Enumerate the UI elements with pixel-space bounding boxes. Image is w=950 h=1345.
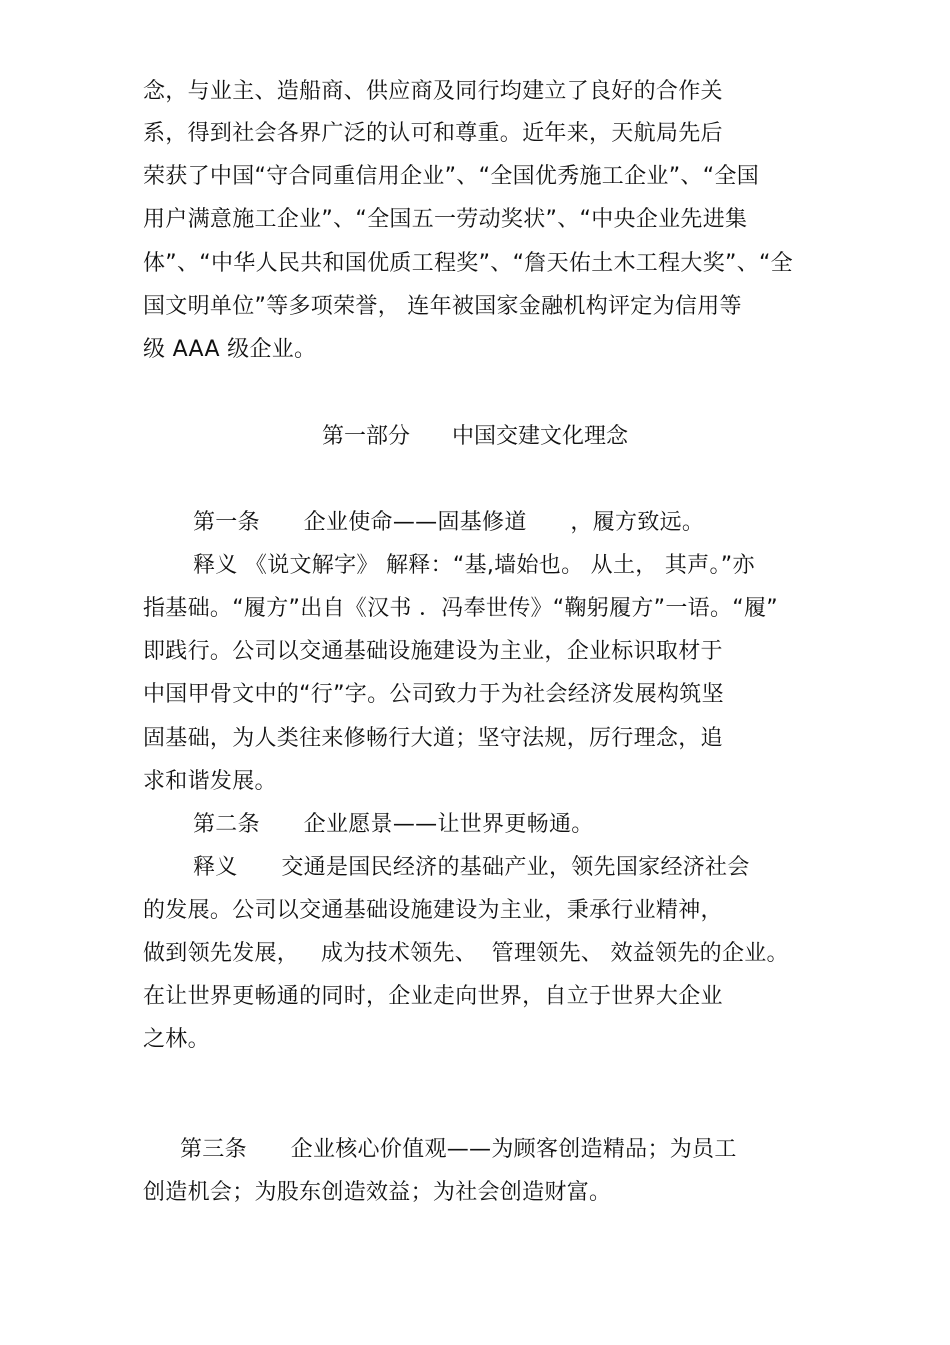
article-1-explanation-line: 释义 《说文解字》 解释：“基,墙始也。 从土， 其声。”亦 — [193, 553, 755, 578]
article-2-explanation-line: 在让世界更畅通的同时，企业走向世界，自立于世界大企业 — [143, 984, 723, 1009]
article-2-explanation-line: 的发展。公司以交通基础设施建设为主业，秉承行业精神， — [143, 898, 723, 923]
article-3-continuation: 创造机会；为股东创造效益；为社会创造财富。 — [143, 1180, 612, 1205]
article-1-title: 第一条 企业使命——固基修道 ，履方致远。 — [193, 510, 705, 535]
article-2-explanation-line: 之林。 — [143, 1027, 210, 1052]
article-3-title: 第三条 企业核心价值观——为顾客创造精品；为员工 — [180, 1137, 737, 1162]
intro-line: 用户满意施工企业”、“全国五一劳动奖状”、“中央企业先进集 — [143, 207, 748, 232]
intro-line: 系，得到社会各界广泛的认可和尊重。近年来，天航局先后 — [143, 121, 723, 146]
intro-line: 体”、“中华人民共和国优质工程奖”、“詹天佑土木工程大奖”、“全 — [143, 251, 793, 276]
article-2-title: 第二条 企业愿景——让世界更畅通。 — [193, 812, 594, 837]
article-1-explanation-line: 指基础。“履方”出自《汉书 ．冯奉世传》“鞠躬履方”一语。“履” — [143, 596, 778, 621]
intro-line: 荣获了中国“守合同重信用企业”、“全国优秀施工企业”、“全国 — [143, 164, 759, 189]
section-title: 第一部分 中国交建文化理念 — [322, 424, 628, 449]
intro-line: 国文明单位”等多项荣誉， 连年被国家金融机构评定为信用等 — [143, 294, 742, 319]
intro-line: 级 AAA 级企业。 — [143, 337, 317, 362]
article-1-explanation-line: 即践行。公司以交通基础设施建设为主业，企业标识取材于 — [143, 639, 723, 664]
article-2-explanation-line: 做到领先发展， 成为技术领先、 管理领先、 效益领先的企业。 — [143, 941, 789, 966]
article-2-explanation-line: 释义 交通是国民经济的基础产业，领先国家经济社会 — [193, 855, 750, 880]
article-1-explanation-line: 固基础，为人类往来修畅行大道；坚守法规，厉行理念，追 — [143, 726, 723, 751]
article-1-explanation-line: 中国甲骨文中的“行”字。公司致力于为社会经济发展构筑坚 — [143, 682, 724, 707]
intro-line: 念，与业主、造船商、供应商及同行均建立了良好的合作关 — [143, 79, 723, 104]
article-1-explanation-line: 求和谐发展。 — [143, 769, 277, 794]
